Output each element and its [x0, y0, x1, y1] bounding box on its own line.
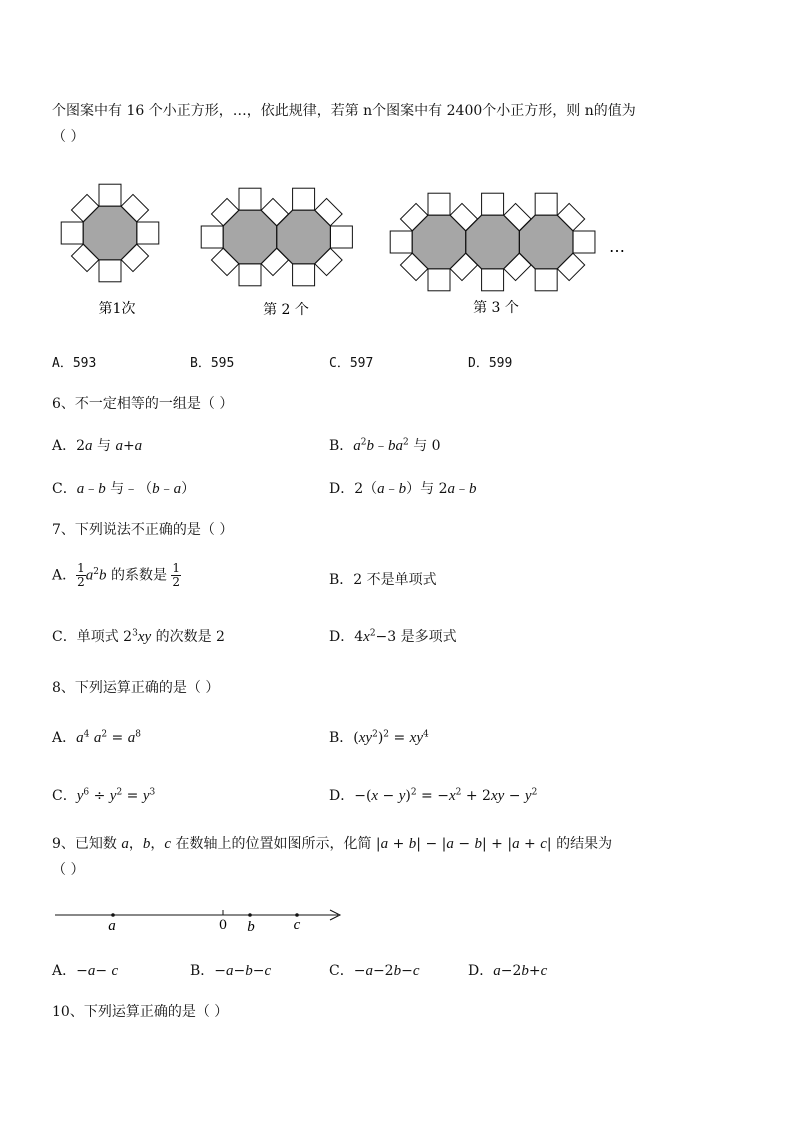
label-b: b: [247, 919, 255, 935]
pattern-2-square-bottom-2: [293, 264, 315, 286]
point-a: [111, 913, 115, 917]
number-line: [0, 900, 794, 940]
q7-option-c[interactable]: C．单项式 $2^3xy$ 的次数是 2: [52, 628, 225, 645]
fig-label-1: 第1次: [98, 301, 136, 317]
pattern-shapes: [61, 184, 595, 291]
q6-option-a[interactable]: A．2a 与 a+a: [52, 438, 143, 454]
pattern-2-square-top-1: [239, 188, 261, 210]
q7-stem: 7、下列说法不正确的是（ ）: [52, 522, 234, 538]
q7-option-d[interactable]: D．$4x^2-3$ 是多项式: [329, 628, 457, 645]
q8-stem: 8、下列运算正确的是（ ）: [52, 680, 220, 696]
pattern-2-square-top-2: [293, 188, 315, 210]
fig-label-3: 第 3 个: [473, 300, 519, 316]
q9-option-d[interactable]: D．a−2b+c: [468, 963, 548, 979]
pattern-1-square-left: [61, 222, 83, 244]
q7-option-b[interactable]: B．2 不是单项式: [329, 572, 437, 588]
q6-option-c[interactable]: C．a﹣b 与﹣（b﹣a）: [52, 481, 196, 497]
pattern-2-square-right: [330, 226, 352, 248]
pattern-3-square-right: [573, 231, 595, 253]
pattern-3-square-bottom-3: [535, 269, 557, 291]
octagon-pattern-figure: [0, 170, 794, 330]
q5-option-c[interactable]: C．597: [329, 356, 374, 371]
q8-option-d[interactable]: D．$-(x - y)^2 = -x^2 + 2xy - y^2$: [329, 787, 538, 804]
q9-stem-line1: 9、已知数 a，b，c 在数轴上的位置如图所示，化简 |a + b| − |a − b| + |a + c| 的结果为: [52, 836, 613, 852]
pattern-2-square-left: [201, 226, 223, 248]
pattern-2-octagon-1: [223, 210, 277, 264]
q5-option-d[interactable]: D．599: [468, 356, 513, 371]
pattern-3-octagon-1: [412, 215, 466, 269]
pattern-1-square-right: [137, 222, 159, 244]
pattern-3-square-top-2: [482, 193, 504, 215]
label-a: a: [108, 918, 116, 934]
q8-option-c[interactable]: C．$y^6 \div y^2 = y^3$: [52, 787, 156, 804]
q5-option-a[interactable]: A．593: [52, 356, 97, 371]
q9-stem-line2: （ ）: [52, 862, 85, 878]
pattern-1-square-bottom-1: [99, 260, 121, 282]
pattern-2-square-bottom-1: [239, 264, 261, 286]
q9-option-b[interactable]: B．−a−b−c: [190, 963, 272, 979]
q6-option-b[interactable]: B．$a^2b﹣ba^2$ 与 0: [329, 437, 441, 454]
q6-stem: 6、不一定相等的一组是（ ）: [52, 396, 234, 412]
pattern-3-square-left: [390, 231, 412, 253]
label-c: c: [293, 917, 301, 933]
pattern-3-octagon-3: [519, 215, 573, 269]
pattern-3-square-top-3: [535, 193, 557, 215]
q5-stem-line2: （ ）: [52, 129, 85, 145]
pattern-1-square-top-1: [99, 184, 121, 206]
q6-option-d[interactable]: D．2（a﹣b）与 2a﹣b: [329, 481, 477, 497]
fig-ellipsis: …: [609, 237, 625, 256]
pattern-3-square-bottom-1: [428, 269, 450, 291]
fig-label-2: 第 2 个: [263, 302, 309, 318]
pattern-1-octagon-1: [83, 206, 137, 260]
label-zero: 0: [218, 918, 228, 933]
pattern-3-square-bottom-2: [482, 269, 504, 291]
pattern-3-octagon-2: [466, 215, 520, 269]
q5-stem-line1: 个图案中有 16 个小正方形，…，依此规律，若第 n个图案中有 2400个小正方形，则 n的值为: [52, 103, 636, 119]
q5-option-b[interactable]: B．595: [190, 356, 235, 371]
q8-option-b[interactable]: B．$(xy^2)^2 = xy^4$: [329, 729, 429, 746]
pattern-3-square-top-1: [428, 193, 450, 215]
point-b: [248, 913, 252, 917]
q9-option-a[interactable]: A．−a− c: [52, 963, 119, 979]
q8-option-a[interactable]: A．$a^4$ $a^2 = a^8$: [52, 729, 141, 746]
q9-option-c[interactable]: C．−a−2b−c: [329, 963, 420, 979]
q7-option-a[interactable]: A． $\frac{1}{2}$ $a^2b$ 的系数是 $\frac{1}{2}$: [52, 561, 181, 589]
pattern-2-octagon-2: [277, 210, 331, 264]
q10-stem: 10、下列运算正确的是（ ）: [52, 1004, 229, 1020]
